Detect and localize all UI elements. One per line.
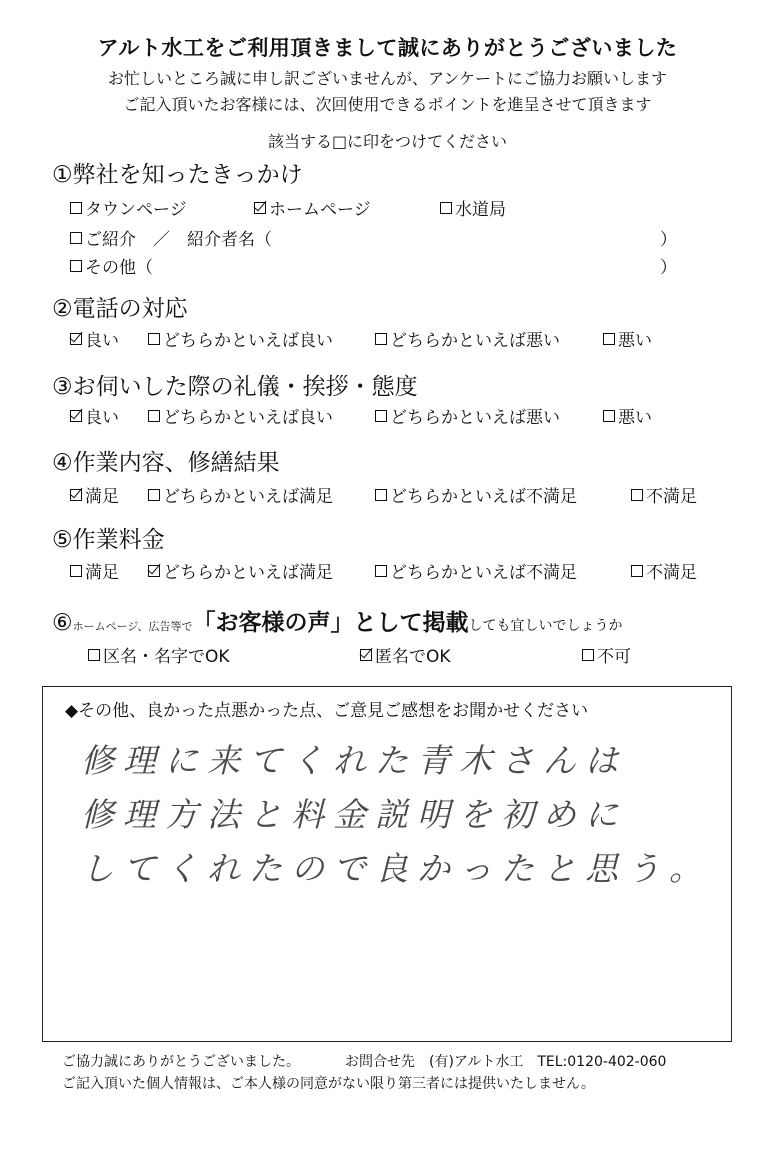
checkbox-dissatisfied[interactable]	[631, 565, 643, 577]
q2-option-label: 悪い	[618, 331, 652, 351]
q2-option-rather-bad[interactable]	[375, 326, 560, 351]
q6-customer-voice: 「お客様の声」として掲載	[192, 610, 469, 636]
q2-option-label: どちらかといえば良い	[163, 331, 333, 351]
checkbox-rather-good[interactable]	[148, 333, 160, 345]
checkbox-rather-good[interactable]	[148, 410, 160, 422]
q2-title: ②電話の対応	[52, 296, 188, 322]
q6-prefix: ホームページ、広告等で	[72, 620, 193, 633]
checkbox-rather-bad[interactable]	[375, 410, 387, 422]
q2-option-bad[interactable]	[603, 326, 652, 351]
q1-option-other[interactable]	[70, 253, 153, 278]
comments-box[interactable]	[42, 686, 732, 1042]
header-points-line: ご記入頂いたお客様には、次回使用できるポイントを進呈させて頂きます	[123, 95, 652, 114]
q2-option-label: どちらかといえば悪い	[390, 331, 560, 351]
q5-option-dissatisfied[interactable]	[631, 558, 697, 583]
q3-option-label: 悪い	[618, 408, 652, 428]
q1-option-introduction[interactable]	[70, 225, 272, 250]
q6-number: ⑥	[52, 610, 73, 636]
q3-option-rather-good[interactable]	[148, 403, 333, 428]
q5-option-label: どちらかといえば不満足	[390, 563, 577, 583]
instruction-text: 該当する□に印をつけてください	[267, 132, 508, 151]
checkbox-other[interactable]	[70, 260, 82, 272]
q4-option-label: どちらかといえば満足	[163, 487, 333, 507]
checkbox-satisfied[interactable]	[70, 565, 82, 577]
checkbox-introduction[interactable]	[70, 232, 82, 244]
q3-option-good[interactable]	[70, 403, 119, 428]
introducer-close-paren: ）	[660, 230, 677, 250]
footer-contact: お問合せ先 (有)アルト水工 TEL:0120-402-060	[345, 1054, 667, 1070]
q2-option-label: 良い	[85, 331, 119, 351]
q4-option-rather-satisfied[interactable]	[148, 482, 333, 507]
q1-option-homepage[interactable]	[254, 195, 371, 220]
q5-option-label: 不満足	[646, 563, 697, 583]
handwritten-line: 修理方法と料金説明を初めに	[81, 795, 627, 834]
q4-title: ④作業内容、修繕結果	[52, 450, 280, 476]
checkbox-water-bureau[interactable]	[440, 202, 452, 214]
checkbox-townpage[interactable]	[70, 202, 82, 214]
checkbox-anonymous-ok-checked[interactable]	[360, 649, 372, 661]
handwritten-line: 修理に来てくれた青木さんは	[81, 741, 627, 780]
q3-title: ③お伺いした際の礼儀・挨拶・態度	[52, 374, 418, 400]
q4-option-label: 満足	[85, 487, 119, 507]
q5-title: ⑤作業料金	[52, 527, 165, 553]
q4-option-label: 不満足	[646, 487, 697, 507]
checkbox-rather-dissatisfied[interactable]	[375, 489, 387, 501]
checkbox-rather-satisfied-checked[interactable]	[148, 565, 160, 577]
q6-suffix: しても宜しいでしょうか	[468, 618, 623, 634]
q1-title: ①弊社を知ったきっかけ	[52, 162, 303, 188]
q5-option-label: どちらかといえば満足	[163, 563, 333, 583]
checkbox-satisfied-checked[interactable]	[70, 489, 82, 501]
q2-option-rather-good[interactable]	[148, 326, 333, 351]
checkbox-bad[interactable]	[603, 410, 615, 422]
q3-option-label: どちらかといえば良い	[163, 408, 333, 428]
q4-option-rather-dissatisfied[interactable]	[375, 482, 577, 507]
q1-option-label: ホームページ	[269, 200, 371, 220]
header-request-line: お忙しいところ誠に申し訳ございませんが、アンケートにご協力お願いします	[107, 69, 668, 88]
form-title: アルト水工をご利用頂きまして誠にありがとうございました	[97, 36, 678, 60]
q3-option-label: どちらかといえば悪い	[390, 408, 560, 428]
q3-option-bad[interactable]	[603, 403, 652, 428]
checkbox-good-checked[interactable]	[70, 410, 82, 422]
q5-option-label: 満足	[85, 563, 119, 583]
footer-privacy: ご記入頂いた個人情報は、ご本人様の同意がない限り第三者には提供いたしません。	[62, 1076, 595, 1092]
q3-option-label: 良い	[85, 408, 119, 428]
checkbox-good-checked[interactable]	[70, 333, 82, 345]
q6-option-label: 区名・名字でOK	[103, 647, 230, 667]
checkbox-rather-bad[interactable]	[375, 333, 387, 345]
checkbox-name-ok[interactable]	[88, 649, 100, 661]
q4-option-dissatisfied[interactable]	[631, 482, 697, 507]
q6-option-not-allowed[interactable]	[582, 642, 631, 667]
q6-option-label: 不可	[597, 647, 631, 667]
checkbox-not-allowed[interactable]	[582, 649, 594, 661]
q1-option-label: その他（	[85, 258, 153, 278]
footer-thanks: ご協力誠にありがとうございました。	[62, 1054, 300, 1070]
q5-option-satisfied[interactable]	[70, 558, 119, 583]
checkbox-dissatisfied[interactable]	[631, 489, 643, 501]
q1-option-label: タウンページ	[85, 200, 187, 220]
q6-option-name-ok[interactable]	[88, 642, 230, 667]
q6-title	[52, 604, 623, 637]
q5-option-rather-satisfied[interactable]	[148, 558, 333, 583]
q1-option-label: ご紹介 ／ 紹介者名（	[85, 230, 272, 250]
q1-option-water-bureau[interactable]	[440, 195, 506, 220]
q4-option-satisfied[interactable]	[70, 482, 119, 507]
checkbox-homepage-checked[interactable]	[254, 202, 266, 214]
handwritten-line: してくれたので良かったと思う。	[81, 849, 711, 888]
comments-heading: ◆その他、良かった点悪かった点、ご意見ご感想をお聞かせください	[65, 701, 589, 721]
q1-option-townpage[interactable]	[70, 195, 187, 220]
q5-option-rather-dissatisfied[interactable]	[375, 558, 577, 583]
q2-option-good[interactable]	[70, 326, 119, 351]
checkbox-rather-satisfied[interactable]	[148, 489, 160, 501]
checkbox-bad[interactable]	[603, 333, 615, 345]
q1-option-label: 水道局	[455, 200, 506, 220]
q6-option-anonymous-ok[interactable]	[360, 642, 451, 667]
q6-option-label: 匿名でOK	[375, 647, 451, 667]
checkbox-rather-dissatisfied[interactable]	[375, 565, 387, 577]
q3-option-rather-bad[interactable]	[375, 403, 560, 428]
other-close-paren: ）	[660, 258, 677, 278]
q4-option-label: どちらかといえば不満足	[390, 487, 577, 507]
